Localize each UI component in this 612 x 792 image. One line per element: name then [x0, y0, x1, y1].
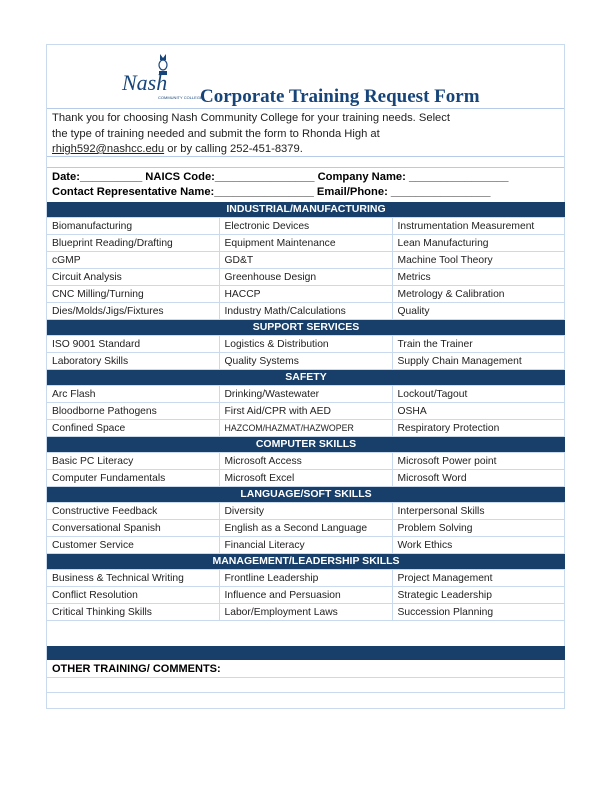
table-row	[47, 587, 565, 604]
table-row	[47, 420, 565, 437]
page-title: Corporate Training Request Form	[200, 86, 480, 107]
training-option[interactable]: Logistics & Distribution	[219, 336, 392, 353]
section-header	[47, 554, 565, 570]
training-option[interactable]: Biomanufacturing	[47, 218, 219, 235]
training-option[interactable]: Machine Tool Theory	[392, 252, 565, 269]
table-row	[47, 604, 565, 621]
table-row	[47, 570, 565, 587]
table-row	[47, 470, 565, 487]
training-option[interactable]: Frontline Leadership	[219, 570, 392, 587]
training-option[interactable]: Quality Systems	[219, 353, 392, 370]
intro-line-3-rest: or by calling 252-451-8379.	[164, 143, 303, 155]
training-option[interactable]: Instrumentation Measurement	[392, 218, 565, 235]
title-divider	[47, 108, 564, 109]
training-option[interactable]: Supply Chain Management	[392, 353, 565, 370]
training-option[interactable]: GD&T	[219, 252, 392, 269]
table-row	[47, 453, 565, 470]
section-header	[47, 370, 565, 386]
training-option[interactable]: Succession Planning	[392, 604, 565, 621]
training-option[interactable]: Arc Flash	[47, 386, 219, 403]
training-option[interactable]: Quality	[392, 303, 565, 320]
training-option[interactable]: Customer Service	[47, 537, 219, 554]
training-option[interactable]: Microsoft Access	[219, 453, 392, 470]
table-row	[47, 353, 565, 370]
section-title: COMPUTER SKILLS	[47, 437, 565, 453]
table-row	[47, 336, 565, 353]
training-options-table	[47, 202, 565, 621]
section-header	[47, 202, 565, 218]
section-title: SUPPORT SERVICES	[47, 320, 565, 336]
training-option[interactable]: Microsoft Power point	[392, 453, 565, 470]
table-row	[47, 218, 565, 235]
table-row	[47, 403, 565, 420]
section-title: MANAGEMENT/LEADERSHIP SKILLS	[47, 554, 565, 570]
training-option[interactable]: ISO 9001 Standard	[47, 336, 219, 353]
training-option[interactable]: Strategic Leadership	[392, 587, 565, 604]
intro-divider	[47, 156, 564, 157]
training-option[interactable]: Labor/Employment Laws	[219, 604, 392, 621]
table-row	[47, 386, 565, 403]
training-option[interactable]: Lockout/Tagout	[392, 386, 565, 403]
section-header	[47, 320, 565, 336]
comments-line-2[interactable]	[47, 692, 565, 693]
table-row	[47, 235, 565, 252]
training-option[interactable]: Dies/Molds/Jigs/Fixtures	[47, 303, 219, 320]
training-option[interactable]: Problem Solving	[392, 520, 565, 537]
intro-line-1: Thank you for choosing Nash Community College for your training needs. Select	[52, 112, 450, 124]
table-row	[47, 269, 565, 286]
table-row	[47, 252, 565, 269]
section-header	[47, 487, 565, 503]
training-option[interactable]: Electronic Devices	[219, 218, 392, 235]
comments-line-1[interactable]	[47, 677, 565, 678]
table-row	[47, 520, 565, 537]
training-option[interactable]: Diversity	[219, 503, 392, 520]
college-logo	[118, 52, 203, 104]
training-option[interactable]: Industry Math/Calculations	[219, 303, 392, 320]
training-option[interactable]: Equipment Maintenance	[219, 235, 392, 252]
training-option[interactable]: Computer Fundamentals	[47, 470, 219, 487]
training-option[interactable]: Project Management	[392, 570, 565, 587]
intro-line-2: the type of training needed and submit the form to Rhonda High at	[52, 127, 380, 140]
table-row	[47, 503, 565, 520]
training-option[interactable]: Circuit Analysis	[47, 269, 219, 286]
contact-row-1[interactable]: Date:__________ NAICS Code:________________ Company Name: ________________	[52, 171, 509, 183]
training-option[interactable]: Bloodborne Pathogens	[47, 403, 219, 420]
training-option[interactable]: Train the Trainer	[392, 336, 565, 353]
training-option[interactable]: Microsoft Excel	[219, 470, 392, 487]
training-option[interactable]: HAZCOM/HAZMAT/HAZWOPER	[219, 420, 392, 437]
training-option[interactable]: Respiratory Protection	[392, 420, 565, 437]
intro-text	[52, 111, 552, 158]
contact-divider-top	[47, 167, 564, 168]
training-option[interactable]: Conversational Spanish	[47, 520, 219, 537]
section-title: INDUSTRIAL/MANUFACTURING	[47, 202, 565, 218]
section-title: SAFETY	[47, 370, 565, 386]
training-option[interactable]: OSHA	[392, 403, 565, 420]
table-row	[47, 286, 565, 303]
training-option[interactable]: Interpersonal Skills	[392, 503, 565, 520]
training-option[interactable]: Constructive Feedback	[47, 503, 219, 520]
training-option[interactable]: Metrology & Calibration	[392, 286, 565, 303]
training-option[interactable]: Drinking/Wastewater	[219, 386, 392, 403]
email-link[interactable]: rhigh592@nashcc.edu	[52, 143, 165, 155]
training-option[interactable]: Metrics	[392, 269, 565, 286]
training-option[interactable]: First Aid/CPR with AED	[219, 403, 392, 420]
other-training-label: OTHER TRAINING/ COMMENTS:	[52, 663, 221, 675]
table-row	[47, 537, 565, 554]
training-option[interactable]: Microsoft Word	[392, 470, 565, 487]
training-option[interactable]: CNC Milling/Turning	[47, 286, 219, 303]
logo-wordmark: Nash	[122, 70, 168, 95]
training-option[interactable]: cGMP	[47, 252, 219, 269]
training-option[interactable]: Greenhouse Design	[219, 269, 392, 286]
training-option[interactable]: HACCP	[219, 286, 392, 303]
training-option[interactable]: Influence and Persuasion	[219, 587, 392, 604]
comments-header-bar	[47, 646, 565, 660]
training-option[interactable]: Conflict Resolution	[47, 587, 219, 604]
training-option[interactable]: Critical Thinking Skills	[47, 604, 219, 621]
training-option[interactable]: Laboratory Skills	[47, 353, 219, 370]
table-row	[47, 303, 565, 320]
training-option[interactable]: Lean Manufacturing	[392, 235, 565, 252]
training-option[interactable]: Basic PC Literacy	[47, 453, 219, 470]
logo-subtitle: COMMUNITY COLLEGE	[158, 95, 203, 100]
section-title: LANGUAGE/SOFT SKILLS	[47, 487, 565, 503]
training-option[interactable]: English as a Second Language	[219, 520, 392, 537]
training-option[interactable]: Financial Literacy	[219, 537, 392, 554]
contact-row-2[interactable]: Contact Representative Name:________________ Email/Phone: ________________	[52, 186, 491, 198]
training-option[interactable]: Blueprint Reading/Drafting	[47, 235, 219, 252]
training-option[interactable]: Business & Technical Writing	[47, 570, 219, 587]
section-header	[47, 437, 565, 453]
training-option[interactable]: Confined Space	[47, 420, 219, 437]
training-option[interactable]: Work Ethics	[392, 537, 565, 554]
